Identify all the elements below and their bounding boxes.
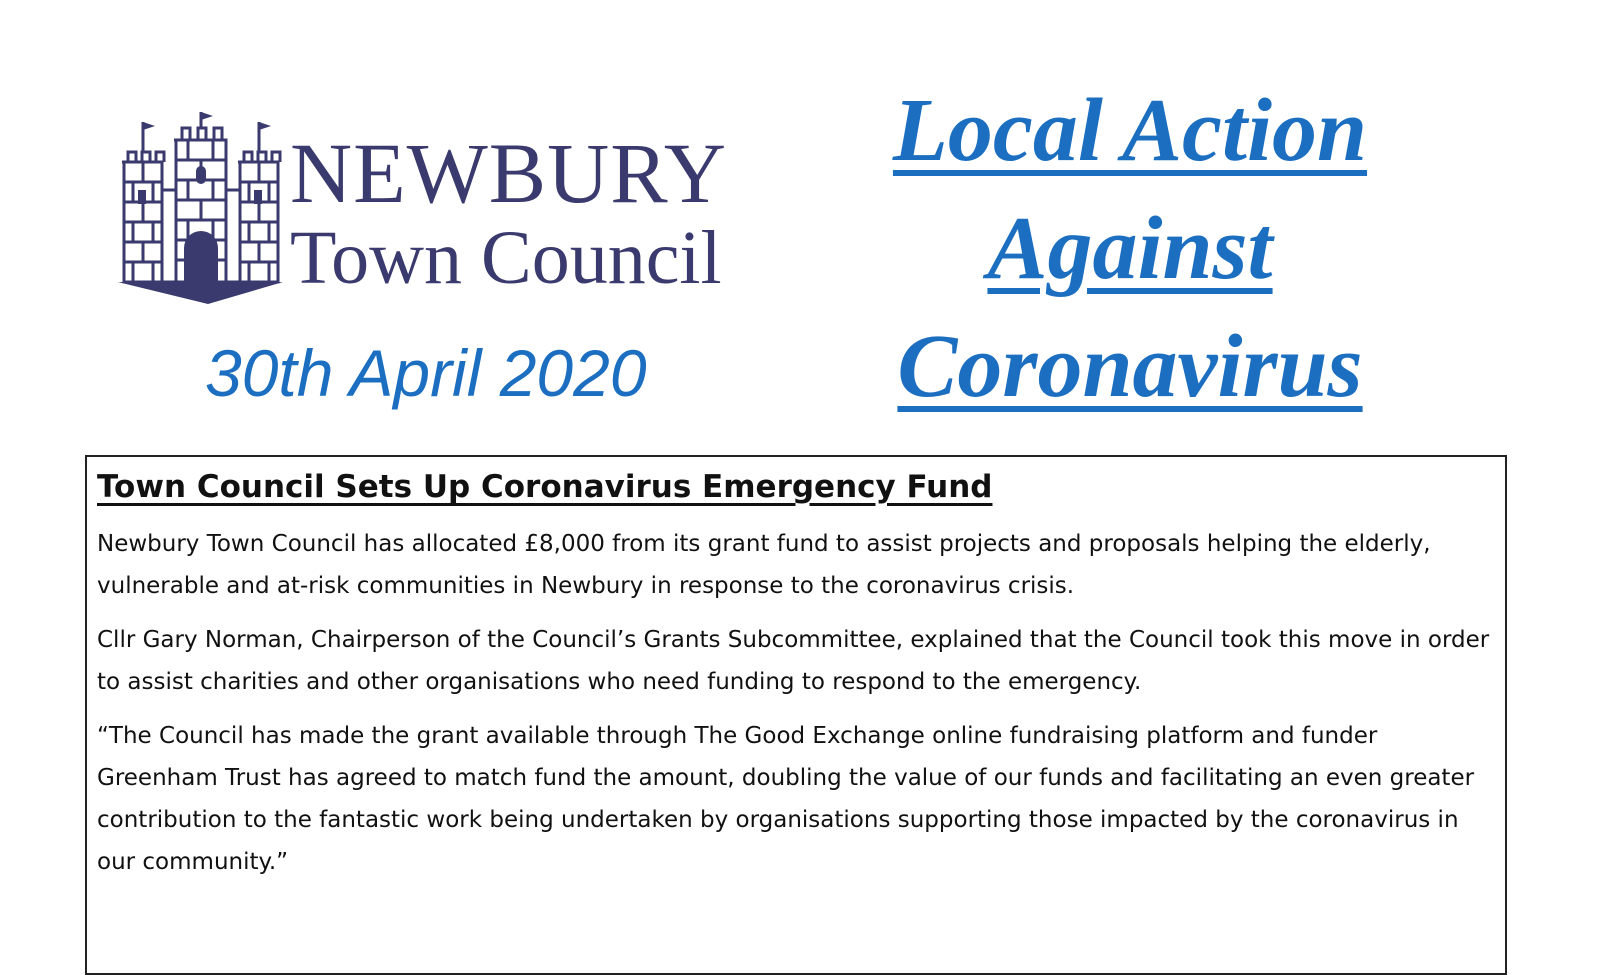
logo-line-1: NEWBURY [290,125,727,221]
article-box [85,455,1507,975]
article-paragraph: Newbury Town Council has allocated £8,000 from its grant fund to assist projects and proposals helping the elderly, vulnerable and at-risk communities in Newbury in response to the coronavirus crisis. [97,531,1431,599]
headline [850,72,1410,426]
headline-line-2: Against [987,199,1273,298]
headline-line-1: Local Action [892,81,1368,180]
logo-line-2: Town Council [290,216,722,300]
article-title: Town Council Sets Up Coronavirus Emergency Fund [97,469,993,505]
council-logo [118,110,798,310]
article-paragraph: Cllr Gary Norman, Chairperson of the Council’s Grants Subcommittee, explained that the Council took this move in order to assist charities and other organisations who need funding to respond to the emergency. [97,627,1490,695]
issue-date: 30th April 2020 [205,336,647,410]
headline-line-3: Coronavirus [897,317,1363,416]
council-wordmark [290,125,810,300]
article-paragraph: “The Council has made the grant available through The Good Exchange online fundraising platform and funder Greenham Trust has agreed to match fund the amount, doubling the value of our funds and facilitating an even greater contribution to the fantastic work being undertaken by organisations supporting those impacted by the coronavirus in our community.” [97,723,1475,875]
castle-icon [118,110,283,305]
